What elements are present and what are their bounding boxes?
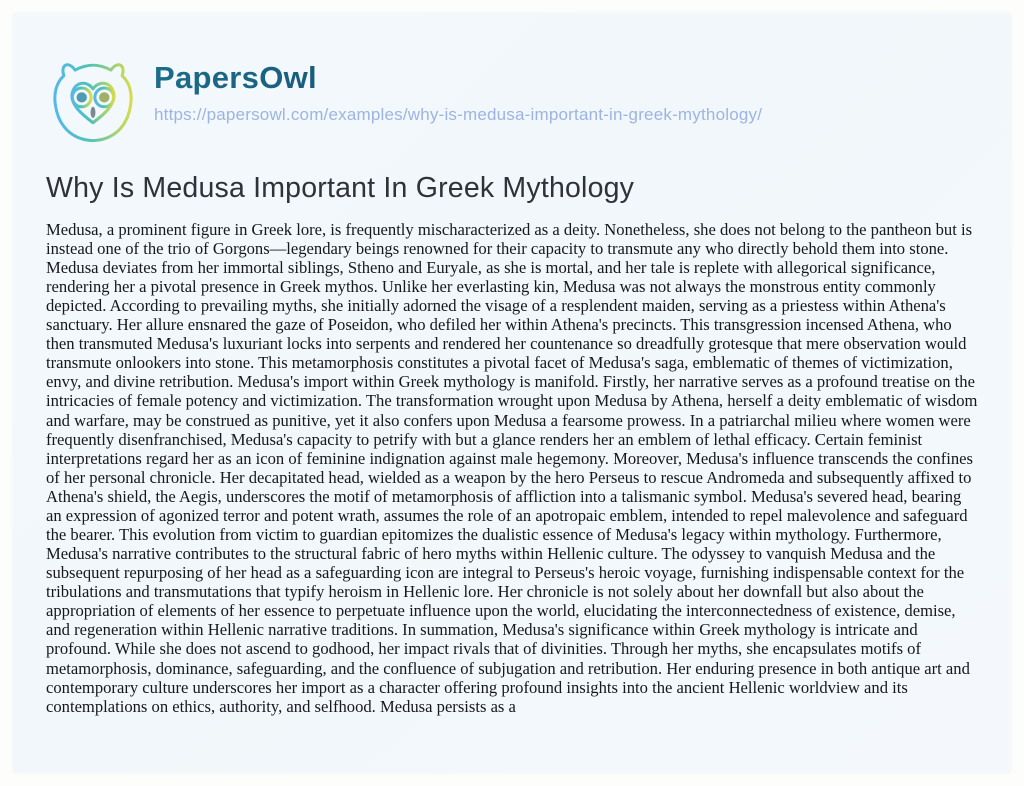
brand-text-block <box>154 56 762 125</box>
article-body: Medusa, a prominent figure in Greek lore, is frequently mischaracterized as a deity. Nonetheless, she does not belong to the pantheon but is instead one of the trio of Gorgons—legendary beings renowned for their capacity to transmute any who directly behold them into stone. Medusa deviates from her immortal siblings, Stheno and Euryale, as she is mortal, and her tale is replete with allegorical significance, rendering her a pivotal presence in Greek mythos. Unlike her everlasting kin, Medusa was not always the monstrous entity commonly depicted. According to prevailing myths, she initially adorned the visage of a resplendent maiden, serving as a priestess within Athena's sanctuary. Her allure ensnared the gaze of Poseidon, who defiled her within Athena's precincts. This transgression incensed Athena, who then transmuted Medusa's luxuriant locks into serpents and rendered her countenance so dreadfully grotesque that mere observation would transmute onlookers into stone. This metamorphosis constitutes a pivotal facet of Medusa's saga, emblematic of themes of victimization, envy, and divine retribution. Medusa's import within Greek mythology is manifold. Firstly, her narrative serves as a profound treatise on the intricacies of female potency and victimization. The transformation wrought upon Medusa by Athena, herself a deity emblematic of wisdom and warfare, may be construed as punitive, yet it also confers upon Medusa a fearsome prowess. In a patriarchal milieu where women were frequently disenfranchised, Medusa's capacity to petrify with but a glance renders her an emblem of lethal efficacy. Certain feminist interpretations regard her as an icon of feminine indignation against male hegemony. Moreover, Medusa's influence transcends the confines of her personal chronicle. Her decapitated head, wielded as a weapon by the hero Perseus to rescue Andromeda and subsequently affixed to Athena's shield, the Aegis, underscores the motif of metamorphosis of affliction into a talismanic symbol. Medusa's severed head, bearing an expression of agonized terror and potent wrath, assumes the role of an apotropaic emblem, intended to repel malevolence and safeguard the bearer. This evolution from victim to guardian epitomizes the dualistic essence of Medusa's legacy within mythology. Furthermore, Medusa's narrative contributes to the structural fabric of hero myths within Hellenic culture. The odyssey to vanquish Medusa and the subsequent repurposing of her head as a safeguarding icon are integral to Perseus's heroic voyage, furnishing indispensable context for the tribulations and transmutations that typify heroism in Hellenic lore. Her chronicle is not solely about her downfall but also about the appropriation of elements of her essence to perpetuate influence upon the world, elucidating the interconnectedness of existence, demise, and regeneration within Hellenic narrative traditions. In summation, Medusa's significance within Greek mythology is intricate and profound. While she does not ascend to godhood, her impact rivals that of divinities. Through her myths, she encapsulates motifs of metamorphosis, dominance, safeguarding, and the confluence of subjugation and retribution. Her enduring presence in both antique art and contemporary culture underscores her import as a character offering profound insights into the ancient Hellenic worldview and its contemplations on ethics, authority, and selfhood. Medusa persists as a <box>46 219 978 716</box>
brand-name: PapersOwl <box>154 60 762 96</box>
source-url-link[interactable]: https://papersowl.com/examples/why-is-medusa-important-in-greek-mythology/ <box>154 104 763 124</box>
owl-left-eye <box>77 92 87 102</box>
owl-body-outline <box>55 65 131 141</box>
document-page <box>14 14 1010 772</box>
brand-header <box>46 56 978 150</box>
owl-beak <box>91 107 96 118</box>
owl-right-eye <box>99 92 109 102</box>
papersowl-owl-logo-icon <box>46 56 140 150</box>
article-title: Why Is Medusa Important In Greek Mythology <box>46 172 635 204</box>
